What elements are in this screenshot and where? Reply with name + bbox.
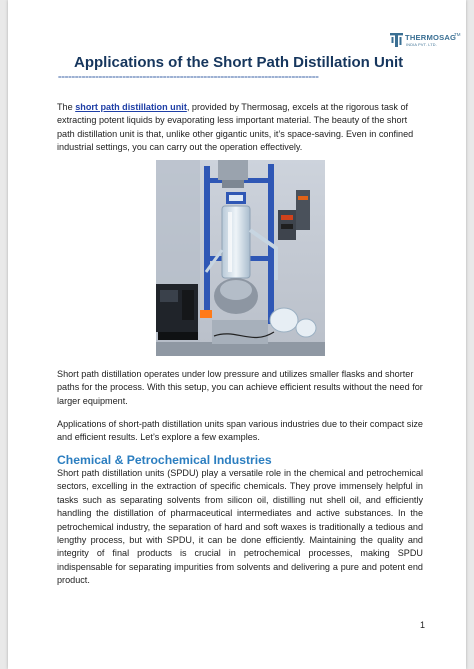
paragraph-low-pressure: Short path distillation operates under low pressure and utilizes smaller flasks and shorter paths for the process. With this setup, you can achieve efficient results without the need for larger equipment. bbox=[57, 369, 423, 406]
thermosag-logo-icon bbox=[390, 33, 403, 47]
brand-name: THERMOSAG bbox=[405, 33, 457, 42]
short-path-distillation-link[interactable]: short path distillation unit bbox=[75, 102, 187, 112]
distillation-unit-photo bbox=[156, 160, 325, 356]
trademark-mark: TM bbox=[454, 32, 461, 37]
intro-paragraph bbox=[57, 101, 425, 155]
brand-logo bbox=[390, 32, 464, 52]
brand-subtitle: INDIA PVT. LTD. bbox=[406, 43, 437, 47]
distillation-unit-illustration bbox=[156, 160, 325, 356]
paragraph-chemical-industries: Short path distillation units (SPDU) play a versatile role in the chemical and petrochemical sectors, excelling in the extraction of specific chemicals. They prove immensely helpful in tasks such as separating solvents from silicon oil, distilling nut shell oil, and efficiently handling the distillation of pharmaceutical intermediates and active substances. In the petrochemical industry, the separation of hard and soft waxes is traditionally a tedious and lengthy process, but with SPDU, it can be done efficiently. Maintaining the quality and integrity of final products is crucial in petrochemical processes, making SPDU indispensable for separating impurities from solvents and delivering a pure and potent end product. bbox=[57, 468, 423, 586]
intro-prefix: The bbox=[57, 102, 76, 112]
title-separator: ============================================================================= bbox=[58, 74, 319, 81]
section-heading-chemical: Chemical & Petrochemical Industries bbox=[57, 453, 272, 467]
paragraph-applications: Applications of short-path distillation units span various industries due to their compact size and efficient results. Let’s explore a few examples. bbox=[57, 419, 423, 443]
document-page bbox=[8, 0, 466, 669]
page-number: 1 bbox=[420, 620, 426, 630]
page-title: Applications of the Short Path Distillation Unit bbox=[74, 54, 404, 71]
intro-suffix: , provided by Thermosag, excels at the rigorous task of extracting potent liquids by evaporating less important material. The beauty of the short path distillation unit is that, unlike other gigantic units, it’s space-saving. Even in confined industrial settings, you can carry out the operation effectively. bbox=[57, 102, 414, 153]
